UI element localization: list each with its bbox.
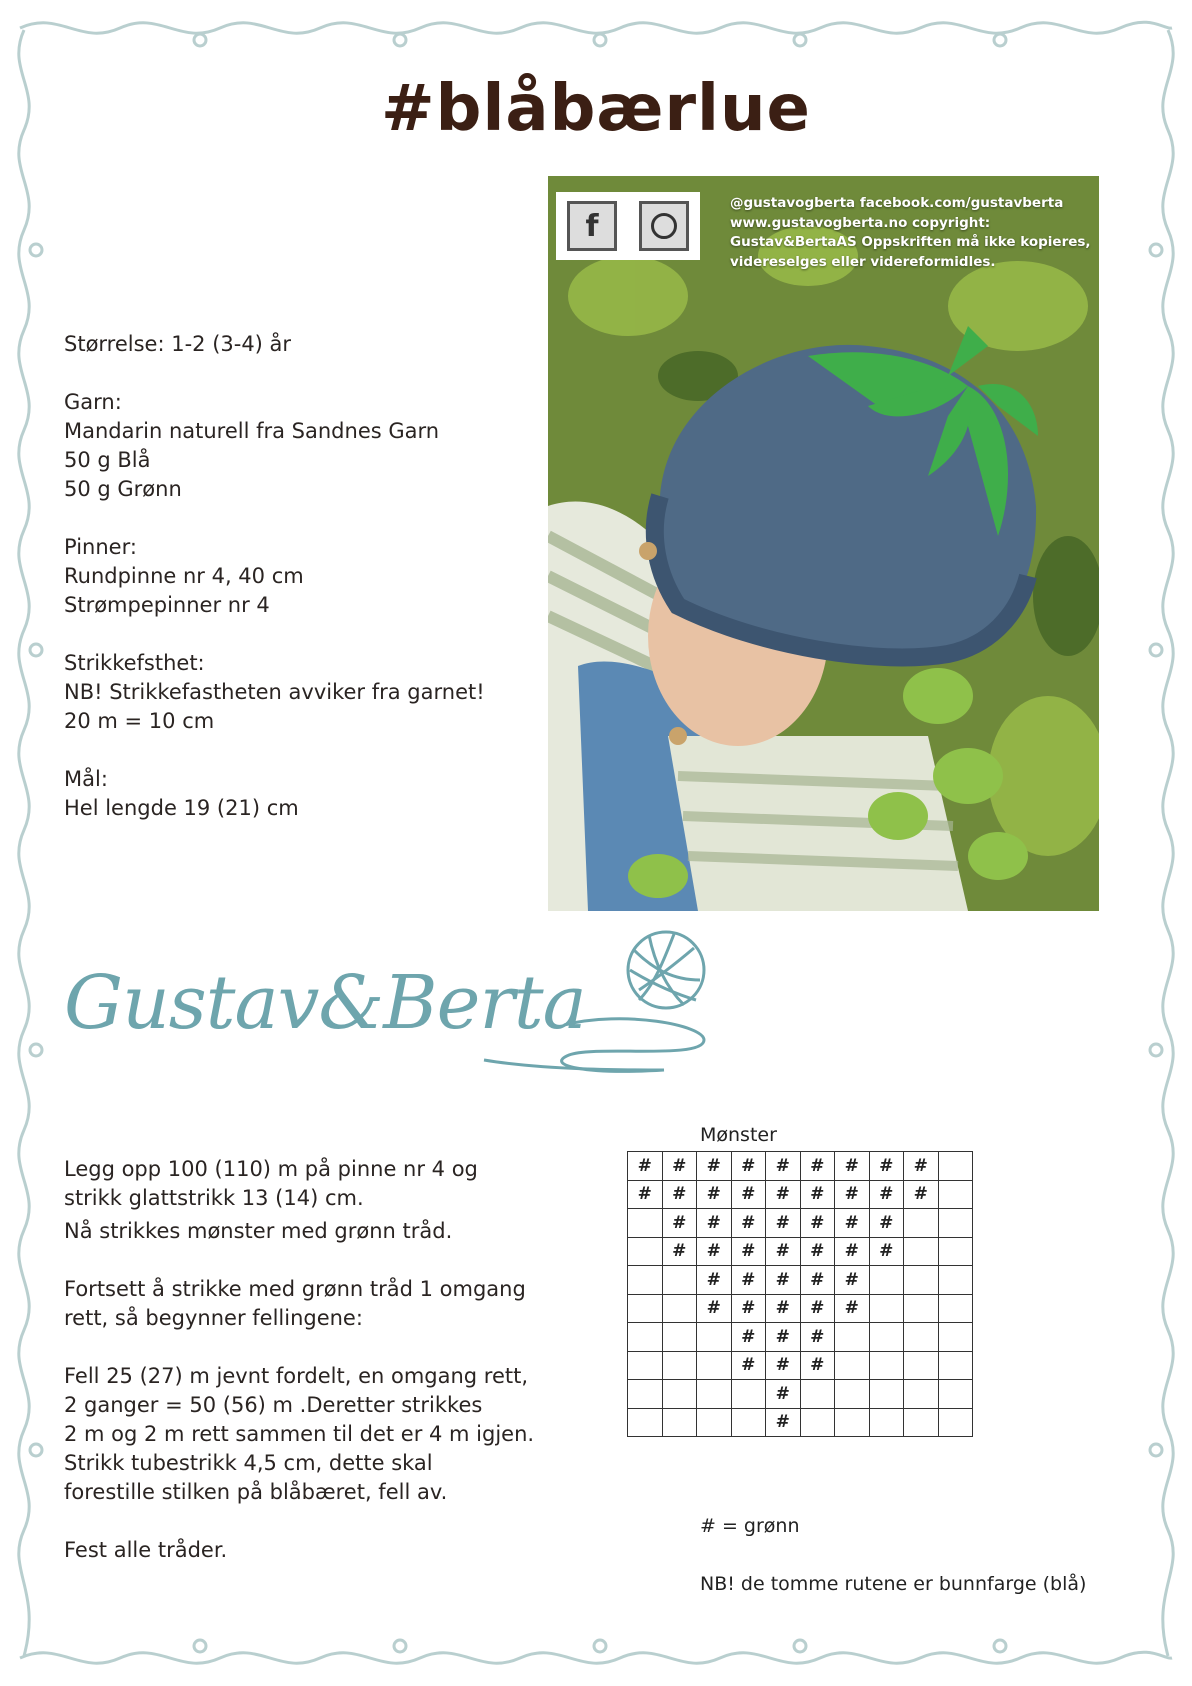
pattern-cell-green: # — [731, 1351, 766, 1380]
pattern-row — [628, 1408, 973, 1437]
pattern-cell-green: # — [697, 1180, 732, 1209]
pattern-cell-empty — [938, 1237, 973, 1266]
pattern-row — [628, 1294, 973, 1323]
pattern-cell-green: # — [800, 1294, 835, 1323]
pattern-cell-empty — [904, 1294, 939, 1323]
pattern-cell-empty — [628, 1237, 663, 1266]
pattern-cell-green: # — [869, 1152, 904, 1181]
pattern-cell-empty — [904, 1351, 939, 1380]
pattern-cell-green: # — [766, 1237, 801, 1266]
pattern-cell-empty — [662, 1408, 697, 1437]
pattern-cell-green: # — [835, 1152, 870, 1181]
pattern-cell-empty — [662, 1294, 697, 1323]
pattern-cell-empty — [938, 1266, 973, 1295]
pattern-cell-empty — [869, 1266, 904, 1295]
pattern-cell-empty — [697, 1408, 732, 1437]
pattern-cell-empty — [662, 1380, 697, 1409]
measure-line: Hel lengde 19 (21) cm — [64, 796, 299, 820]
brand-logo — [64, 930, 724, 1080]
pattern-cell-green: # — [662, 1209, 697, 1238]
pattern-cell-green: # — [835, 1266, 870, 1295]
needles-line: Strømpepinner nr 4 — [64, 593, 270, 617]
pattern-cell-empty — [628, 1294, 663, 1323]
pattern-cell-green: # — [731, 1323, 766, 1352]
knitting-instructions — [64, 1155, 564, 1565]
pattern-cell-green: # — [697, 1152, 732, 1181]
page-title: #blåbærlue — [381, 72, 811, 146]
pattern-cell-empty — [904, 1323, 939, 1352]
pattern-cell-empty — [938, 1209, 973, 1238]
pattern-cell-empty — [938, 1152, 973, 1181]
pattern-cell-empty — [628, 1380, 663, 1409]
pattern-cell-empty — [869, 1294, 904, 1323]
pattern-cell-green: # — [697, 1237, 732, 1266]
instagram-icon — [639, 201, 689, 251]
pattern-cell-green: # — [731, 1209, 766, 1238]
pattern-cell-green: # — [869, 1180, 904, 1209]
pattern-cell-green: # — [662, 1152, 697, 1181]
pattern-cell-green: # — [731, 1237, 766, 1266]
credit-line: @gustavogberta facebook.com/gustavberta — [730, 195, 1064, 211]
copyright-credit — [730, 194, 1090, 272]
yarn-info — [64, 330, 534, 852]
pattern-cell-empty — [938, 1408, 973, 1437]
pattern-cell-green: # — [800, 1209, 835, 1238]
pattern-cell-empty — [628, 1266, 663, 1295]
pattern-cell-green: # — [731, 1180, 766, 1209]
pattern-cell-green: # — [835, 1180, 870, 1209]
social-icons — [556, 192, 700, 260]
gauge-heading: Strikkefsthet: — [64, 651, 205, 675]
pattern-cell-empty — [731, 1380, 766, 1409]
pattern-cell-empty — [904, 1237, 939, 1266]
credit-line: www.gustavogberta.no copyright: — [730, 214, 991, 231]
pattern-note: NB! de tomme rutene er bunnfarge (blå) — [700, 1573, 1087, 1595]
pattern-cell-empty — [904, 1209, 939, 1238]
instruction-line: 2 ganger = 50 (56) m .Deretter strikkes — [64, 1393, 483, 1417]
pattern-cell-empty — [938, 1351, 973, 1380]
pattern-cell-green: # — [800, 1351, 835, 1380]
pattern-cell-empty — [869, 1351, 904, 1380]
pattern-cell-green: # — [800, 1180, 835, 1209]
pattern-cell-green: # — [766, 1152, 801, 1181]
instruction-line: Fortsett å strikke med grønn tråd 1 omgang — [64, 1277, 526, 1301]
gauge-line: 20 m = 10 cm — [64, 709, 215, 733]
pattern-cell-green: # — [662, 1237, 697, 1266]
pattern-cell-green: # — [869, 1237, 904, 1266]
pattern-cell-green: # — [697, 1294, 732, 1323]
pattern-cell-green: # — [766, 1351, 801, 1380]
pattern-cell-green: # — [697, 1266, 732, 1295]
pattern-cell-empty — [628, 1408, 663, 1437]
pattern-cell-empty — [938, 1380, 973, 1409]
pattern-cell-empty — [662, 1323, 697, 1352]
instruction-line: forestille stilken på blåbæret, fell av. — [64, 1480, 448, 1504]
pattern-cell-empty — [697, 1351, 732, 1380]
pattern-cell-green: # — [766, 1209, 801, 1238]
pattern-cell-green: # — [766, 1380, 801, 1409]
pattern-cell-empty — [835, 1380, 870, 1409]
yarn-line: Mandarin naturell fra Sandnes Garn — [64, 419, 440, 443]
pattern-cell-green: # — [904, 1152, 939, 1181]
brand-logo-text: Gustav&Berta — [64, 960, 586, 1046]
pattern-cell-green: # — [731, 1266, 766, 1295]
pattern-cell-green: # — [731, 1294, 766, 1323]
pattern-cell-empty — [869, 1408, 904, 1437]
pattern-row — [628, 1351, 973, 1380]
photo-illustration — [548, 176, 1099, 911]
instruction-line: Legg opp 100 (110) m på pinne nr 4 og — [64, 1157, 478, 1181]
hat-photo — [548, 176, 1099, 911]
pattern-cell-empty — [697, 1380, 732, 1409]
pattern-cell-empty — [628, 1351, 663, 1380]
pattern-cell-empty — [904, 1408, 939, 1437]
pattern-cell-empty — [697, 1323, 732, 1352]
pattern-row — [628, 1209, 973, 1238]
yarn-line: 50 g Grønn — [64, 477, 182, 501]
pattern-cell-empty — [938, 1294, 973, 1323]
pattern-cell-empty — [800, 1380, 835, 1409]
instruction-line: rett, så begynner fellingene: — [64, 1306, 363, 1330]
pattern-cell-green: # — [662, 1180, 697, 1209]
pattern-cell-empty — [628, 1323, 663, 1352]
pattern-cell-empty — [800, 1408, 835, 1437]
pattern-row — [628, 1180, 973, 1209]
pattern-cell-empty — [662, 1351, 697, 1380]
pattern-cell-green: # — [697, 1209, 732, 1238]
instruction-line: Fest alle tråder. — [64, 1538, 228, 1562]
pattern-cell-green: # — [800, 1266, 835, 1295]
pattern-cell-empty — [869, 1323, 904, 1352]
pattern-cell-green: # — [731, 1152, 766, 1181]
gauge-line: NB! Strikkefastheten avviker fra garnet! — [64, 680, 485, 704]
yarn-ball-icon — [64, 930, 724, 1080]
pattern-cell-empty — [938, 1180, 973, 1209]
pattern-cell-empty — [662, 1266, 697, 1295]
instruction-line: Strikk tubestrikk 4,5 cm, dette skal — [64, 1451, 433, 1475]
instruction-line: Fell 25 (27) m jevnt fordelt, en omgang rett, — [64, 1364, 529, 1388]
pattern-cell-green: # — [766, 1180, 801, 1209]
pattern-chart — [627, 1151, 973, 1437]
pattern-cell-green: # — [800, 1237, 835, 1266]
pattern-cell-green: # — [835, 1294, 870, 1323]
pattern-row — [628, 1323, 973, 1352]
pattern-cell-empty — [628, 1209, 663, 1238]
needles-heading: Pinner: — [64, 535, 137, 559]
needles-line: Rundpinne nr 4, 40 cm — [64, 564, 304, 588]
pattern-cell-empty — [904, 1380, 939, 1409]
pattern-cell-green: # — [628, 1152, 663, 1181]
yarn-line: 50 g Blå — [64, 448, 151, 472]
pattern-cell-empty — [869, 1380, 904, 1409]
pattern-row — [628, 1266, 973, 1295]
pattern-cell-green: # — [766, 1408, 801, 1437]
size-text: Størrelse: 1-2 (3-4) år — [64, 332, 292, 356]
pattern-cell-green: # — [766, 1323, 801, 1352]
pattern-cell-green: # — [628, 1180, 663, 1209]
yarn-heading: Garn: — [64, 390, 122, 414]
pattern-cell-green: # — [766, 1266, 801, 1295]
pattern-row — [628, 1152, 973, 1181]
pattern-cell-green: # — [800, 1323, 835, 1352]
pattern-legend: # = grønn — [700, 1515, 800, 1537]
pattern-cell-empty — [904, 1266, 939, 1295]
instruction-line: strikk glattstrikk 13 (14) cm. — [64, 1186, 364, 1210]
credit-line: videreselges eller videreformidles. — [730, 253, 996, 270]
pattern-cell-empty — [835, 1351, 870, 1380]
facebook-icon: f — [567, 201, 617, 251]
pattern-cell-empty — [731, 1408, 766, 1437]
pattern-cell-green: # — [835, 1209, 870, 1238]
pattern-cell-empty — [938, 1323, 973, 1352]
measure-heading: Mål: — [64, 767, 108, 791]
credit-line: Gustav&BertaAS Oppskriften må ikke kopieres, — [730, 234, 1091, 250]
pattern-cell-green: # — [869, 1209, 904, 1238]
pattern-cell-green: # — [800, 1152, 835, 1181]
pattern-title: Mønster — [700, 1124, 777, 1146]
pattern-cell-green: # — [835, 1237, 870, 1266]
pattern-cell-green: # — [766, 1294, 801, 1323]
instruction-line: 2 m og 2 m rett sammen til det er 4 m igjen. — [64, 1422, 535, 1446]
pattern-row — [628, 1380, 973, 1409]
instruction-line: Nå strikkes mønster med grønn tråd. — [64, 1219, 453, 1243]
pattern-cell-green: # — [904, 1180, 939, 1209]
pattern-cell-empty — [835, 1323, 870, 1352]
pattern-row — [628, 1237, 973, 1266]
pattern-cell-empty — [835, 1408, 870, 1437]
